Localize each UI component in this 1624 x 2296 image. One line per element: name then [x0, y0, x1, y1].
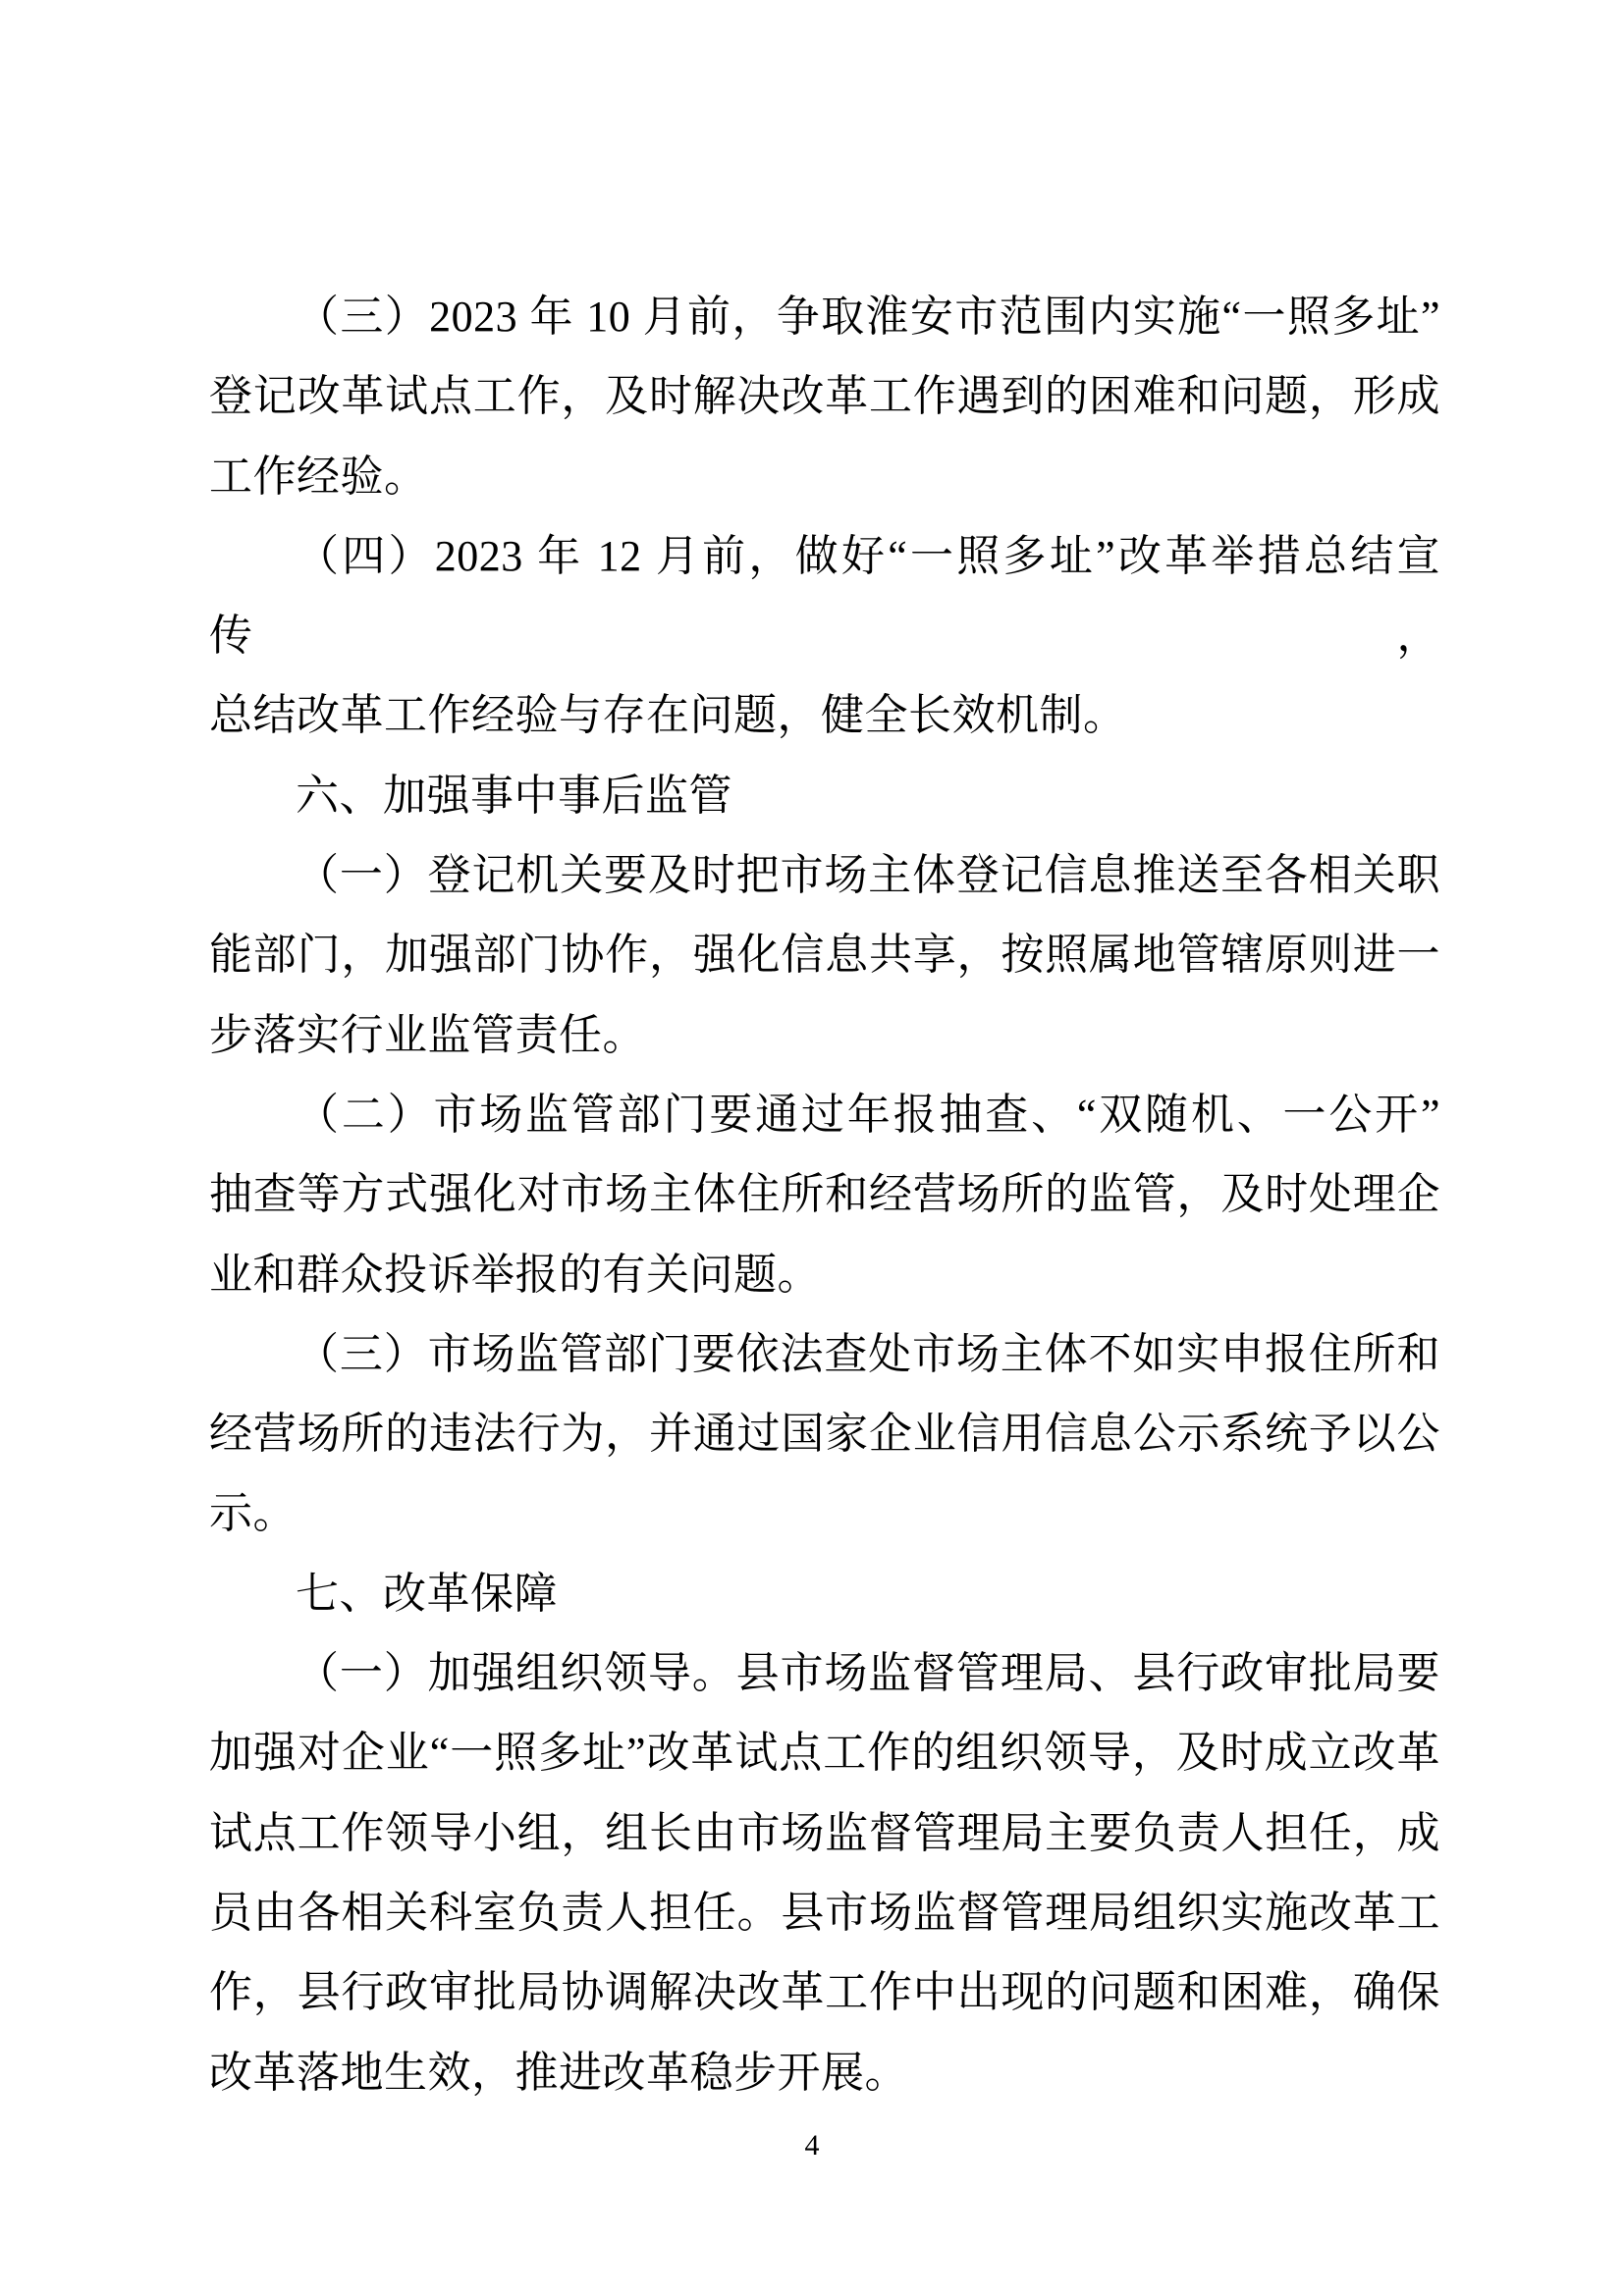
paragraph-line: （二）市场监管部门要通过年报抽查、“双随机、一公开” — [296, 1090, 1440, 1139]
paragraph-line: 工作经验。 — [209, 452, 428, 501]
paragraph-line: 加强对企业“一照多址”改革试点工作的组织领导，及时成立改革 — [209, 1729, 1440, 1778]
document-body — [209, 277, 1440, 2112]
paragraph-line: 试点工作领导小组，组长由市场监督管理局主要负责人担任，成 — [209, 1808, 1440, 1857]
paragraph-line: 登记改革试点工作，及时解决改革工作遇到的困难和问题，形成 — [209, 372, 1440, 421]
paragraph-line: 改革落地生效，推进改革稳步开展。 — [209, 2048, 908, 2097]
paragraph-line: （一）登记机关要及时把市场主体登记信息推送至各相关职 — [296, 851, 1440, 900]
paragraph-line: 经营场所的违法行为，并通过国家企业信用信息公示系统予以公 — [209, 1410, 1440, 1459]
paragraph-line: 总结改革工作经验与存在问题，健全长效机制。 — [209, 691, 1127, 740]
paragraph-line: （三）市场监管部门要依法查处市场主体不如实申报住所和 — [296, 1329, 1440, 1378]
paragraph-line: 作，县行政审批局协调解决改革工作中出现的问题和困难，确保 — [209, 1968, 1440, 2017]
paragraph-line: （三）2023 年 10 月前，争取淮安市范围内实施“一照多址” — [296, 293, 1440, 341]
paragraph-line: 员由各相关科室负责人担任。县市场监督管理局组织实施改革工 — [209, 1888, 1440, 1937]
paragraph-line: （四）2023 年 12 月前，做好“一照多址”改革举措总结宣传， — [209, 531, 1440, 661]
paragraph-line: 能部门，加强部门协作，强化信息共享，按照属地管辖原则进一 — [209, 931, 1440, 980]
page-number: 4 — [804, 2129, 820, 2162]
paragraph-line: 步落实行业监管责任。 — [209, 1010, 646, 1059]
paragraph-line: 抽查等方式强化对市场主体住所和经营场所的监管，及时处理企 — [209, 1170, 1440, 1219]
paragraph-line: 业和群众投诉举报的有关问题。 — [209, 1250, 821, 1299]
section-heading: 七、改革保障 — [296, 1569, 558, 1618]
paragraph-line: （一）加强组织领导。县市场监督管理局、县行政审批局要 — [296, 1649, 1440, 1698]
paragraph-line: 示。 — [209, 1489, 297, 1538]
section-heading: 六、加强事中事后监管 — [296, 771, 732, 820]
page-footer — [0, 2128, 1624, 2163]
